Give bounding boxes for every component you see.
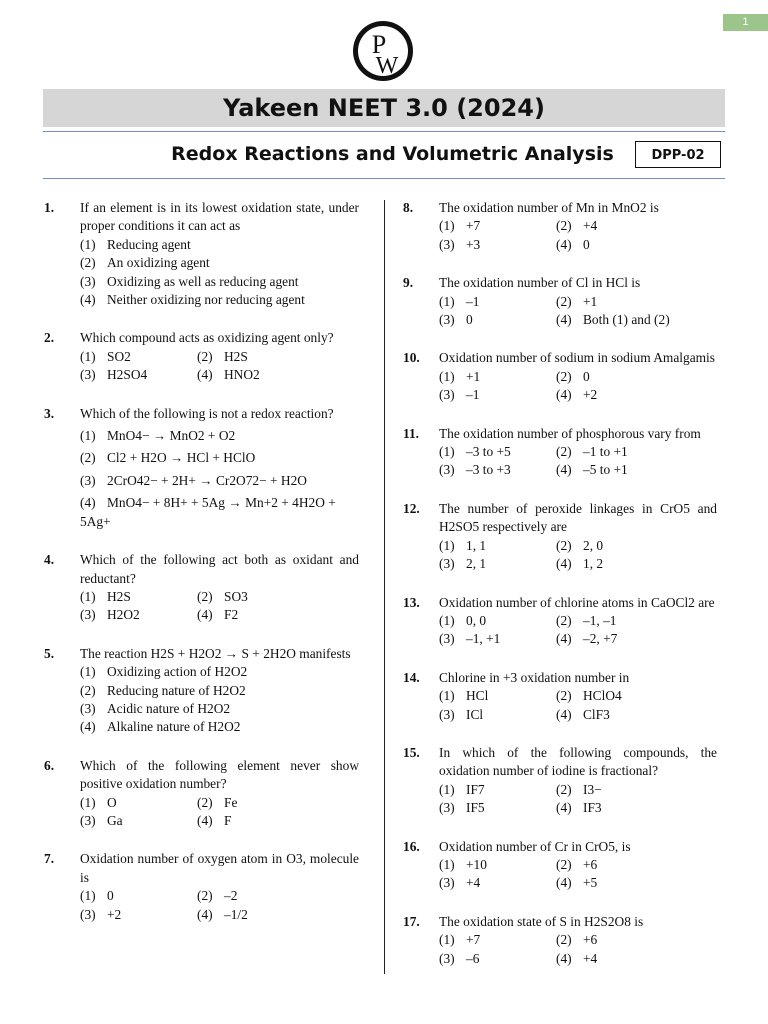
question-11 [403,425,717,480]
option-2: (2) +4 [556,218,598,234]
title-underline [43,131,725,132]
option-2: (2) –1 to +1 [556,444,628,460]
option-3: (3) +2 [80,906,122,922]
question-13 [403,594,717,649]
right-column [403,199,717,988]
question-text: The oxidation number of phosphorous vary from [439,425,701,441]
option-4: (4) F2 [197,607,239,623]
question-text: The oxidation number of Mn in MnO2 is [439,200,659,215]
question-number: 7. [44,851,55,867]
option-1: (1) IF7 [439,781,485,797]
option-3: (3) ICl [439,706,484,722]
question-number: 13. [403,594,420,610]
option-3: (3) 2CrO42− + 2H+ → Cr2O72− + H2O [80,472,307,488]
question-text: Which of the following act both as oxidant and reductant? [80,552,359,586]
option-4: (4) –5 to +1 [556,462,628,478]
question-number: 1. [44,200,55,215]
column-divider [384,200,385,974]
question-text: Oxidation number of sodium in sodium Amalgamis [439,350,715,366]
option-2: (2) SO3 [197,588,248,604]
option-1: (1) –3 to +5 [439,444,511,460]
option-3: (3) Oxidizing as well as reducing agent [80,273,299,289]
question-9 [403,274,717,329]
option-2: (2) +1 [556,293,598,309]
question-number: 15. [403,744,420,760]
option-2: (2) H2S [197,348,248,364]
option-3: (3) –1, +1 [439,631,501,647]
option-1: (1) 0, 0 [439,612,487,628]
question-17 [403,913,717,968]
option-4: (4) +4 [556,950,598,966]
svg-text:P: P [371,30,387,59]
question-text: Chlorine in +3 oxidation number in [439,669,630,685]
question-text: Oxidation number of Cr in CrO5, is [439,838,631,854]
option-4: (4) Alkaline nature of H2O2 [80,719,241,735]
question-4 [44,551,359,625]
option-2: (2) Reducing nature of H2O2 [80,682,246,698]
question-text: The oxidation state of S in H2S2O8 is [439,913,644,929]
question-text: Which compound acts as oxidizing agent only? [80,330,334,346]
option-3: (3) Acidic nature of H2O2 [80,700,231,716]
question-number: 11. [403,425,419,441]
question-16 [403,838,717,893]
option-1: (1) –1 [439,293,480,309]
question-6 [44,757,359,831]
question-number: 8. [403,200,414,215]
pw-logo [352,20,414,82]
option-3: (3) –1 [439,387,480,403]
question-text: The number of peroxide linkages in CrO5 and H2SO5 respectively are [439,500,717,535]
option-3: (3) Ga [80,812,123,828]
option-4: (4) Neither oxidizing nor reducing agent [80,292,305,308]
option-4: (4) –2, +7 [556,631,618,647]
dpp-label: DPP-02 [635,141,721,168]
option-2: (2) +6 [556,932,598,948]
question-text: Which of the following is not a redox reaction? [80,405,334,421]
option-2: (2) I3− [556,781,602,797]
page-number-badge: 1 [723,14,768,31]
question-text: Oxidation number of chlorine atoms in CaOCl2 are [439,594,715,610]
question-text: Oxidation number of oxygen atom in O3, molecule is [80,851,359,885]
option-1: (1) SO2 [80,348,131,364]
question-14 [403,669,717,724]
option-1: (1) +7 [439,218,481,234]
option-1: (1) Reducing agent [80,236,191,252]
question-2 [44,329,359,384]
question-number: 10. [403,350,420,366]
option-1: (1) MnO4− → MnO2 + O2 [80,428,236,444]
option-4: (4) –1/2 [197,906,248,922]
document-subtitle: Redox Reactions and Volumetric Analysis [171,143,614,165]
question-number: 14. [403,669,420,685]
option-1: (1) +7 [439,932,481,948]
option-1: (1) 0 [80,888,114,904]
option-1: (1) H2S [80,588,131,604]
option-2: (2) HClO4 [556,688,622,704]
question-number: 2. [44,330,55,346]
option-4: (4) 1, 2 [556,556,604,572]
option-3: (3) +4 [439,875,481,891]
option-2: (2) +6 [556,856,598,872]
option-1: (1) 1, 1 [439,537,487,553]
option-4: (4) +2 [556,387,598,403]
option-4: (4) MnO4− + 8H+ + 5Ag → Mn+2 + 4H2O + 5Ag+ [80,495,336,529]
option-2: (2) 2, 0 [556,537,604,553]
question-number: 12. [403,500,420,516]
question-number: 4. [44,552,55,568]
question-7 [44,850,359,924]
question-number: 16. [403,838,420,854]
option-2: (2) Cl2 + H2O → HCl + HClO [80,450,256,466]
option-2: (2) –1, –1 [556,612,617,628]
question-text: In which of the following compounds, the oxidation number of iodine is fractional? [439,744,717,779]
option-4: (4) ClF3 [556,706,610,722]
option-4: (4) IF3 [556,800,602,816]
option-3: (3) +3 [439,236,481,252]
question-number: 17. [403,913,420,929]
question-text: The reaction H2S + H2O2 → S + 2H2O manifests [80,645,351,661]
question-text: Which of the following element never show positive oxidation number? [80,757,359,792]
option-1: (1) O [80,794,117,810]
option-3: (3) 2, 1 [439,556,487,572]
question-15 [403,744,717,818]
option-4: (4) HNO2 [197,367,260,383]
question-8 [403,199,717,254]
option-3: (3) –6 [439,950,480,966]
option-3: (3) IF5 [439,800,485,816]
question-number: 6. [44,757,55,773]
option-2: (2) Fe [197,794,238,810]
option-4: (4) F [197,812,232,828]
question-number: 5. [44,645,55,661]
option-2: (2) An oxidizing agent [80,255,210,271]
left-column [44,199,359,944]
option-1: (1) Oxidizing action of H2O2 [80,664,248,680]
option-3: (3) –3 to +3 [439,462,511,478]
subtitle-underline [43,178,725,179]
option-2: (2) 0 [556,368,590,384]
option-1: (1) +1 [439,368,481,384]
question-3 [44,405,359,531]
option-2: (2) –2 [197,888,238,904]
option-3: (3) H2SO4 [80,367,148,383]
question-1 [44,199,359,309]
question-number: 9. [403,275,414,291]
question-12 [403,500,717,574]
question-text: The oxidation number of Cl in HCl is [439,275,641,291]
option-3: (3) 0 [439,312,473,328]
svg-text:W: W [375,53,399,79]
option-3: (3) H2O2 [80,607,140,623]
document-title: Yakeen NEET 3.0 (2024) [43,89,725,127]
option-4: (4) 0 [556,236,590,252]
question-text: If an element is in its lowest oxidation state, under proper conditions it can act as [80,200,359,234]
question-5 [44,645,359,737]
option-1: (1) HCl [439,688,489,704]
question-10 [403,349,717,404]
option-1: (1) +10 [439,856,487,872]
option-4: (4) +5 [556,875,598,891]
question-number: 3. [44,405,55,421]
option-4: (4) Both (1) and (2) [556,312,670,328]
